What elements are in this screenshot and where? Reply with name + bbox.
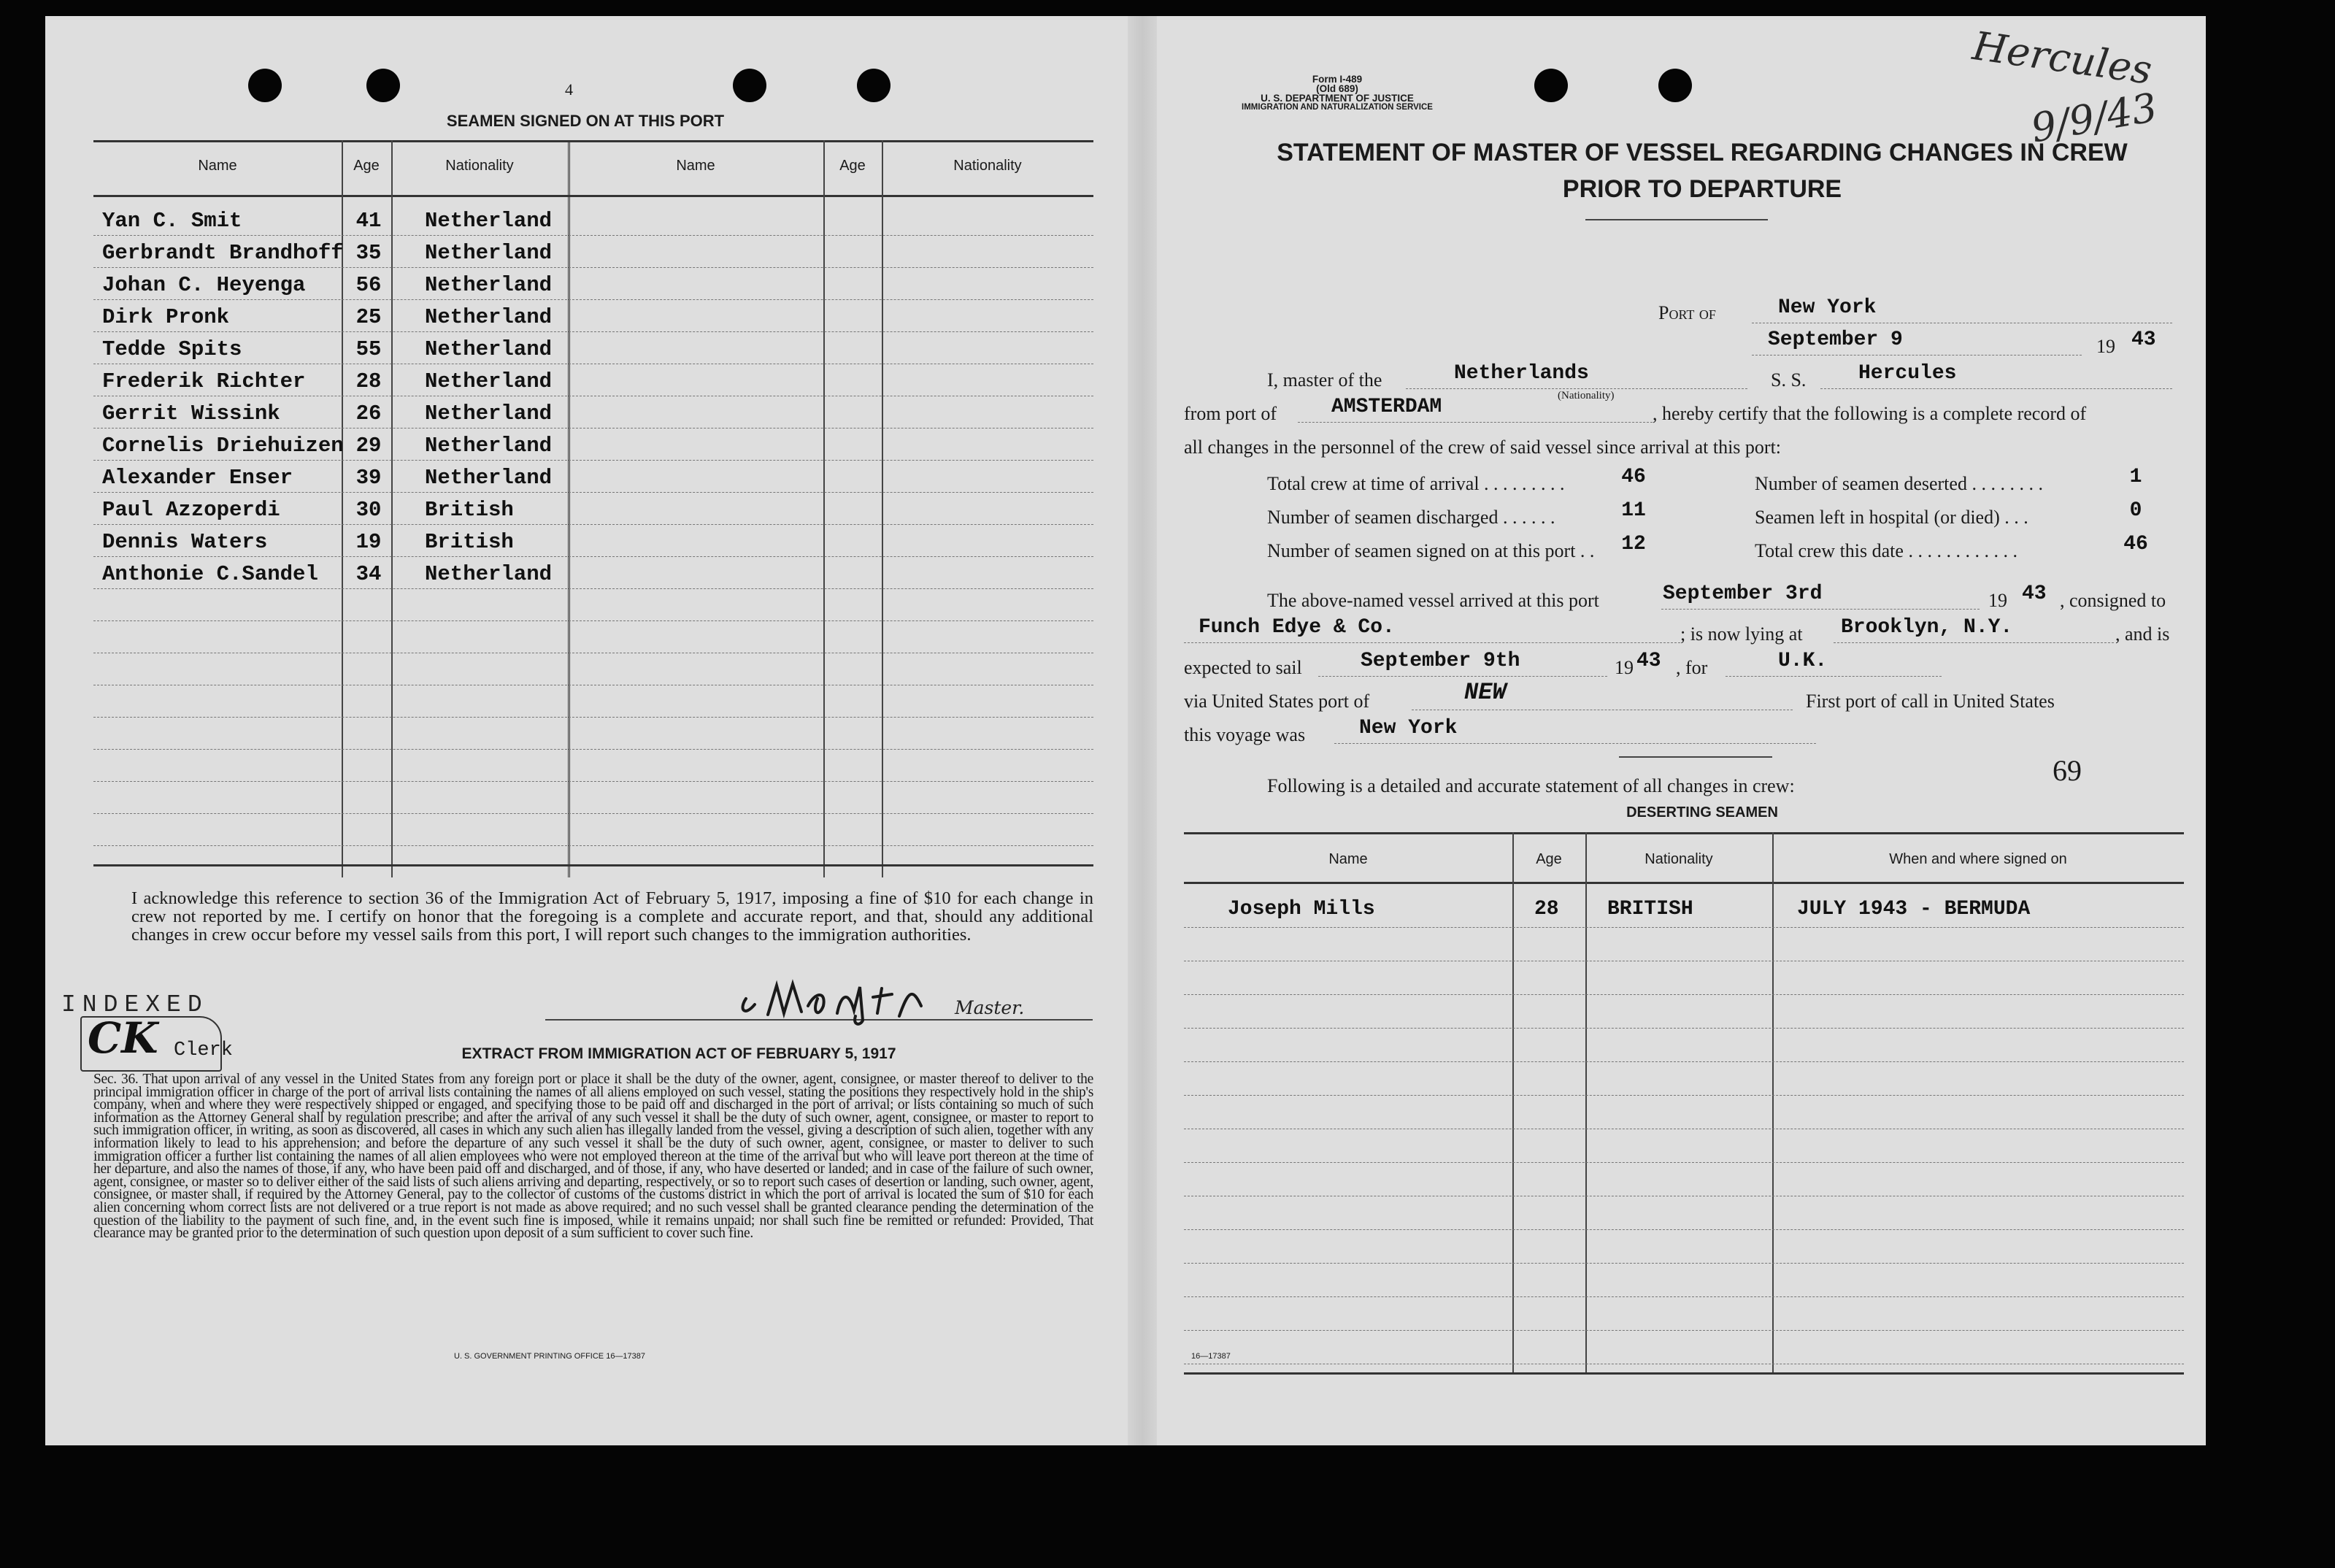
- signed-on-age: 35: [355, 241, 382, 265]
- signed-on-nationality: Netherland: [425, 305, 553, 329]
- punch-hole: [733, 69, 766, 102]
- gpo-line: U. S. GOVERNMENT PRINTING OFFICE 16—17387: [454, 1352, 646, 1361]
- consignee-value: Funch Edye & Co.: [1199, 616, 1395, 639]
- col-header-age-2: Age: [839, 158, 866, 174]
- nationality-value: Netherlands: [1454, 362, 1589, 385]
- via-label: via United States port of: [1184, 691, 1370, 712]
- signed-on-age: 29: [355, 434, 382, 458]
- form-header: [1184, 74, 1490, 112]
- signed-on-age: 55: [355, 337, 382, 361]
- row-rule: [1184, 994, 2184, 995]
- row-rule: [93, 492, 1093, 493]
- date-line: [1752, 355, 2082, 356]
- deserting-signed-on: JULY 1943 - BERMUDA: [1797, 898, 2031, 921]
- signed-on-nationality: Netherland: [425, 562, 553, 586]
- stat-label: Number of seamen signed on at this port . .: [1267, 540, 1595, 561]
- lying-value: Brooklyn, N.Y.: [1841, 616, 2013, 639]
- signed-on-age: 26: [355, 401, 382, 426]
- row-rule: [93, 556, 1093, 557]
- deserting-title: DESERTING SEAMEN: [1626, 804, 1778, 820]
- expected-label: expected to sail: [1184, 657, 1302, 678]
- row-rule: [1184, 1263, 2184, 1264]
- consigned-label: , consigned to: [2060, 590, 2166, 611]
- col-divider: [1772, 832, 1774, 1372]
- signed-on-nationality: Netherland: [425, 337, 553, 361]
- signed-on-name: Dennis Waters: [102, 530, 268, 554]
- arrived-year: 43: [2022, 583, 2047, 605]
- service: IMMIGRATION AND NATURALIZATION SERVICE: [1242, 103, 1433, 112]
- table-header-rule: [93, 195, 1093, 197]
- signed-on-age: 56: [355, 273, 382, 297]
- voyage-value: New York: [1359, 717, 1458, 739]
- signed-on-nationality: Netherland: [425, 434, 553, 458]
- department: U. S. DEPARTMENT OF JUSTICE: [1261, 93, 1414, 104]
- voyage-line: [1334, 743, 1816, 744]
- indexed-stamp: INDEXED: [61, 991, 209, 1018]
- col-divider: [1512, 832, 1514, 1372]
- col-divider: [391, 140, 393, 877]
- section-title: SEAMEN SIGNED ON AT THIS PORT: [446, 112, 725, 130]
- signed-on-nationality: Netherland: [425, 273, 553, 297]
- nationality-caption: (Nationality): [1558, 390, 1615, 401]
- master-of-the-label: I, master of the: [1267, 369, 1382, 391]
- clerk-label: Clerk: [174, 1039, 234, 1061]
- date-value: September 9: [1768, 328, 1903, 351]
- ss-label: S. S.: [1771, 369, 1807, 391]
- port-label: Port of: [1658, 302, 1716, 323]
- signed-on-name: Alexander Enser: [102, 466, 293, 490]
- stat-label: Number of seamen discharged . . . . . .: [1267, 507, 1555, 528]
- row-rule: [1184, 1028, 2184, 1029]
- table-top-rule: [93, 140, 1093, 142]
- col-divider-center: [568, 140, 570, 877]
- punch-hole: [248, 69, 282, 102]
- row-rule: [93, 749, 1093, 750]
- stat-label: Seamen left in hospital (or died) . . .: [1755, 507, 2028, 528]
- signed-on-nationality: British: [425, 498, 514, 522]
- stat-value: 46: [2123, 533, 2148, 556]
- row-rule: [93, 460, 1093, 461]
- col-divider: [1585, 832, 1587, 1372]
- row-rule: [93, 845, 1093, 846]
- signed-on-nationality: Netherland: [425, 401, 553, 426]
- page-number: 4: [565, 80, 573, 99]
- des-col-nationality: Nationality: [1644, 851, 1713, 867]
- des-col-signed-on: When and where signed on: [1889, 851, 2067, 867]
- col-header-name-2: Name: [676, 158, 715, 174]
- signed-on-name: Gerbrandt Brandhoff: [102, 241, 344, 265]
- stat-label: Total crew this date . . . . . . . . . . . .: [1755, 540, 2017, 561]
- from-port-label: from port of: [1184, 403, 1277, 424]
- des-col-name: Name: [1328, 851, 1368, 867]
- row-rule: [1184, 1061, 2184, 1062]
- signed-on-name: Gerrit Wissink: [102, 401, 280, 426]
- signed-on-name: Frederik Richter: [102, 369, 306, 393]
- signed-on-age: 28: [355, 369, 382, 393]
- row-rule: [1184, 1229, 2184, 1230]
- stat-value: 12: [1621, 533, 1646, 556]
- lying-label: ; is now lying at: [1680, 623, 1803, 645]
- row-rule: [1184, 1095, 2184, 1096]
- footer-code: 16—17387: [1191, 1352, 1231, 1361]
- stat-label: Total crew at time of arrival . . . . . . . . .: [1267, 473, 1565, 494]
- nationality-line: [1406, 388, 1747, 389]
- row-rule: [1184, 1330, 2184, 1331]
- row-rule: [93, 813, 1093, 814]
- des-col-age: Age: [1536, 851, 1562, 867]
- signed-on-age: 41: [355, 209, 382, 233]
- row-rule: [1184, 927, 2184, 928]
- punch-hole: [1534, 69, 1568, 102]
- signed-on-name: Tedde Spits: [102, 337, 242, 361]
- punch-hole: [1658, 69, 1692, 102]
- signed-on-name: Dirk Pronk: [102, 305, 230, 329]
- arrived-year-prefix: 19: [1988, 590, 2007, 611]
- signed-on-nationality: Netherland: [425, 369, 553, 393]
- signed-on-nationality: Netherland: [425, 209, 553, 233]
- form-title: [1184, 134, 2220, 207]
- signed-on-age: 19: [355, 530, 382, 554]
- punch-hole: [366, 69, 400, 102]
- following-label: Following is a detailed and accurate statement of all changes in crew:: [1267, 775, 1795, 796]
- extract-title: EXTRACT FROM IMMIGRATION ACT OF FEBRUARY 5, 1917: [461, 1045, 896, 1062]
- punch-hole: [857, 69, 890, 102]
- form-number: Form I-489: [1312, 74, 1363, 85]
- document-sheet: [45, 16, 2206, 1445]
- signed-on-name: Anthonie C.Sandel: [102, 562, 318, 586]
- signed-on-age: 39: [355, 466, 382, 490]
- signed-on-name: Cornelis Driehuizen: [102, 434, 344, 458]
- and-is-label: , and is: [2115, 623, 2170, 645]
- row-rule: [93, 717, 1093, 718]
- title-line-1: STATEMENT OF MASTER OF VESSEL REGARDING CHANGES IN CREW: [1277, 139, 2128, 166]
- title-underline: [1585, 219, 1768, 220]
- stat-value: 0: [2129, 499, 2142, 522]
- signed-on-age: 25: [355, 305, 382, 329]
- col-header-nationality: Nationality: [445, 158, 514, 174]
- row-rule: [1184, 1162, 2184, 1163]
- ship-name: Hercules: [1858, 362, 1957, 385]
- deserting-header-rule: [1184, 882, 2184, 884]
- from-port-value: AMSTERDAM: [1331, 396, 1442, 418]
- extract-text: Sec. 36. That upon arrival of any vessel in the United States from any foreign port or place it shall be the duty of the owner, agent, consignee, or master thereof to deliver to the principal immigration officer in charge of the port of arrival lists containing the names of all aliens employed on such vessel, stating the positions they respectively hold in the ship's company, when and where they were respectively shipped or engaged, and specifying those to be paid off and discharged in the port of arrival; or lists containing so much of such information as the Attorney General shall by regulation prescribe; and after the arrival of any such vessel it shall be the duty of such owner, agent, consignee, or master to report to such immigration officer, in writing, as soon as discovered, all cases in which any such alien has illegally landed from the vessel, giving a description of such alien, together with any information likely to lead to his apprehension; and before the departure of any such vessel it shall be the duty of such owner, agent, consignee, or master to deliver to such immigration officer a further list containing the names of all alien employees who were not employed thereon at the time of the arrival but who will leave port thereon at the time of her departure, and also the names of those, if any, who have been paid off and discharged, and of those, if any, who have deserted or landed; and in case of the failure of such owner, agent, consignee, or master so to deliver either of the said lists of such aliens arriving and departing, respectively, or so to report such cases of desertion or landing, such owner, agent, consignee, or master shall, if required by the Attorney General, pay to the collector of customs of the customs district in which the port of arrival is located the sum of $10 for each alien concerning whom correct lists are not delivered or a true report is not made as above required; and no such vessel shall be granted clearance pending the determination of the question of the liability to the payment of such fine, and, in the event such fine is imposed, while it remains unpaid; nor shall such fine be remitted or refunded: Provided, That clearance may be granted prior to the determination of such question upon deposit of a sum sufficient to cover such fine.: [93, 1072, 1093, 1242]
- certify-text-2: all changes in the personnel of the crew of said vessel since arrival at this port:: [1184, 437, 1782, 458]
- row-rule: [93, 524, 1093, 525]
- row-rule: [93, 620, 1093, 621]
- col-header-nationality-2: Nationality: [953, 158, 1022, 174]
- signed-on-age: 34: [355, 562, 382, 586]
- divider-rule: [1619, 756, 1772, 758]
- destination-value: U.K.: [1778, 650, 1828, 672]
- row-rule: [93, 588, 1093, 589]
- voyage-label: this voyage was: [1184, 724, 1306, 745]
- row-rule: [93, 235, 1093, 236]
- year-value: 43: [2131, 328, 2156, 351]
- sail-value: September 9th: [1361, 650, 1520, 672]
- signed-on-nationality: British: [425, 530, 514, 554]
- certify-text: , hereby certify that the following is a complete record of: [1653, 403, 2087, 424]
- sail-line: [1318, 676, 1607, 677]
- lying-line: [1834, 642, 2114, 643]
- table-bottom-rule: [93, 864, 1093, 866]
- master-label: Master.: [955, 997, 1025, 1018]
- row-rule: [93, 331, 1093, 332]
- page-count: 69: [2053, 754, 2082, 787]
- deserting-nationality: BRITISH: [1607, 898, 1693, 921]
- signed-on-nationality: Netherland: [425, 466, 553, 490]
- ship-line: [1820, 388, 2172, 389]
- row-rule: [93, 781, 1093, 782]
- row-rule: [93, 267, 1093, 268]
- arrived-value: September 3rd: [1663, 583, 1823, 605]
- acknowledgement-text: I acknowledge this reference to section 36 of the Immigration Act of February 5, 1917, imposing a fine of $10 for each change in crew not reported by me. I certify on honor that the foregoing is a complete and accurate report, and that, should any additional changes in crew occur before my vessel sails from this port, I will report such changes to the immigration authorities.: [131, 888, 1093, 945]
- col-header-name: Name: [198, 158, 237, 174]
- stat-value: 46: [1621, 466, 1646, 488]
- sail-year-prefix: 19: [1615, 657, 1634, 678]
- signed-on-name: Paul Azzoperdi: [102, 498, 280, 522]
- deserting-name: Joseph Mills: [1228, 898, 1375, 921]
- deserting-bottom-rule: [1184, 1372, 2184, 1375]
- for-label: , for: [1676, 657, 1708, 678]
- deserting-age: 28: [1534, 898, 1559, 921]
- corner-annotation: Hercules: [1969, 23, 2155, 93]
- deserting-top-rule: [1184, 832, 2184, 834]
- sail-year: 43: [1636, 650, 1661, 672]
- signed-on-name: Yan C. Smit: [102, 209, 242, 233]
- form-old: (Old 689): [1316, 83, 1358, 94]
- from-port-line: [1298, 422, 1653, 423]
- page-fold: [1128, 16, 1157, 1445]
- arrived-line: [1661, 609, 1980, 610]
- row-rule: [1184, 1296, 2184, 1297]
- stat-value: 1: [2129, 466, 2142, 488]
- corner-date: 9/9/43: [2027, 84, 2161, 152]
- signed-on-age: 30: [355, 498, 382, 522]
- year-prefix: 19: [2096, 336, 2115, 357]
- arrived-label: The above-named vessel arrived at this port: [1267, 590, 1599, 611]
- port-value: New York: [1778, 296, 1877, 319]
- via-value: NEW: [1464, 679, 1507, 706]
- col-divider: [823, 140, 825, 877]
- first-port-label: First port of call in United States: [1806, 691, 2055, 712]
- consignee-line: [1184, 642, 1680, 643]
- clerk-initials: CK: [88, 1013, 158, 1063]
- col-header-age: Age: [353, 158, 380, 174]
- destination-line: [1726, 676, 1942, 677]
- col-divider: [882, 140, 883, 877]
- title-line-2: PRIOR TO DEPARTURE: [1562, 175, 1842, 203]
- signed-on-nationality: Netherland: [425, 241, 553, 265]
- stat-value: 11: [1621, 499, 1646, 522]
- row-rule: [93, 299, 1093, 300]
- signed-on-name: Johan C. Heyenga: [102, 273, 306, 297]
- stat-label: Number of seamen deserted . . . . . . . .: [1755, 473, 2043, 494]
